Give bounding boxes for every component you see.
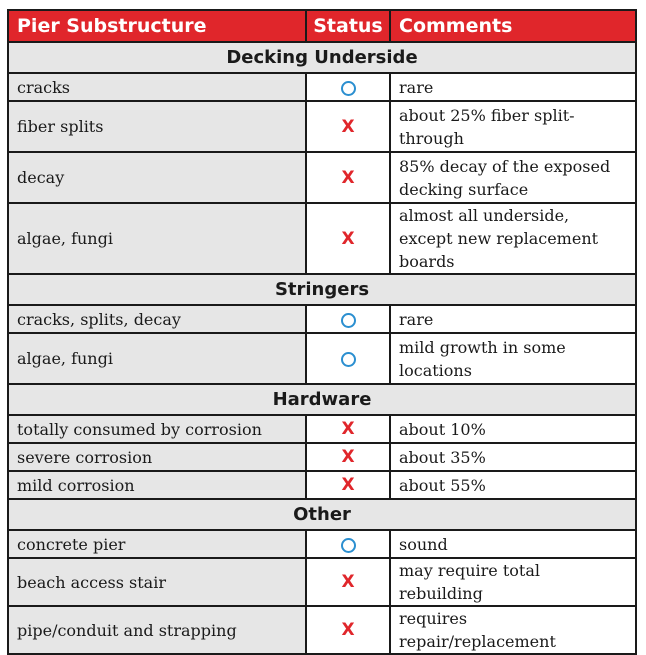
- section-title: Stringers: [8, 274, 636, 305]
- table-row: [8, 333, 636, 384]
- comment-cell: requires repair/replacement: [390, 606, 636, 654]
- comment-cell: sound: [390, 530, 636, 558]
- comment-cell: about 10%: [390, 415, 636, 443]
- table-row: [8, 606, 636, 654]
- circle-icon: [341, 81, 356, 96]
- condition-cell: cracks: [8, 73, 306, 101]
- section-row-decking-underside: [8, 42, 636, 73]
- comment-cell: rare: [390, 305, 636, 333]
- circle-icon: [341, 352, 356, 367]
- status-cell: [306, 101, 390, 152]
- status-cell: [306, 415, 390, 443]
- status-cell: [306, 305, 390, 333]
- status-cell: [306, 606, 390, 654]
- comment-cell: may require total rebuilding: [390, 558, 636, 606]
- table-row: [8, 471, 636, 499]
- status-cell: [306, 203, 390, 274]
- section-row-other: [8, 499, 636, 530]
- status-cell: [306, 530, 390, 558]
- x-mark-icon: X: [341, 475, 355, 495]
- condition-cell: concrete pier: [8, 530, 306, 558]
- condition-cell: pipe/conduit and strapping: [8, 606, 306, 654]
- condition-cell: beach access stair: [8, 558, 306, 606]
- header-status: Status: [306, 10, 390, 42]
- section-title: Decking Underside: [8, 42, 636, 73]
- comment-cell: about 35%: [390, 443, 636, 471]
- x-mark-icon: X: [341, 167, 355, 188]
- section-row-hardware: [8, 384, 636, 415]
- comment-cell: about 55%: [390, 471, 636, 499]
- condition-cell: mild corrosion: [8, 471, 306, 499]
- comment-cell: rare: [390, 73, 636, 101]
- section-title: Hardware: [8, 384, 636, 415]
- comment-cell: almost all underside, except new replacement boards: [390, 203, 636, 274]
- table-row: [8, 443, 636, 471]
- circle-icon: [341, 313, 356, 328]
- table-header-row: [8, 10, 636, 42]
- pier-substructure-table: [7, 9, 637, 655]
- section-title: Other: [8, 499, 636, 530]
- status-cell: [306, 558, 390, 606]
- table-row: [8, 101, 636, 152]
- table-row: [8, 305, 636, 333]
- x-mark-icon: X: [341, 620, 355, 640]
- comment-cell: about 25% fiber split-through: [390, 101, 636, 152]
- x-mark-icon: X: [341, 228, 355, 249]
- status-cell: [306, 152, 390, 203]
- condition-cell: algae, fungi: [8, 203, 306, 274]
- x-mark-icon: X: [341, 447, 355, 467]
- condition-cell: decay: [8, 152, 306, 203]
- circle-icon: [341, 538, 356, 553]
- header-pier-substructure: Pier Substructure: [8, 10, 306, 42]
- table-row: [8, 558, 636, 606]
- table-row: [8, 415, 636, 443]
- section-row-stringers: [8, 274, 636, 305]
- condition-cell: fiber splits: [8, 101, 306, 152]
- x-mark-icon: X: [341, 116, 355, 137]
- table-row: [8, 530, 636, 558]
- status-cell: [306, 333, 390, 384]
- comment-cell: mild growth in some locations: [390, 333, 636, 384]
- x-mark-icon: X: [341, 572, 355, 592]
- table-row: [8, 73, 636, 101]
- header-comments: Comments: [390, 10, 636, 42]
- x-mark-icon: X: [341, 419, 355, 439]
- status-cell: [306, 471, 390, 499]
- condition-cell: severe corrosion: [8, 443, 306, 471]
- condition-cell: cracks, splits, decay: [8, 305, 306, 333]
- status-cell: [306, 73, 390, 101]
- table-row: [8, 203, 636, 274]
- comment-cell: 85% decay of the exposed decking surface: [390, 152, 636, 203]
- table-row: [8, 152, 636, 203]
- condition-cell: totally consumed by corrosion: [8, 415, 306, 443]
- condition-cell: algae, fungi: [8, 333, 306, 384]
- status-cell: [306, 443, 390, 471]
